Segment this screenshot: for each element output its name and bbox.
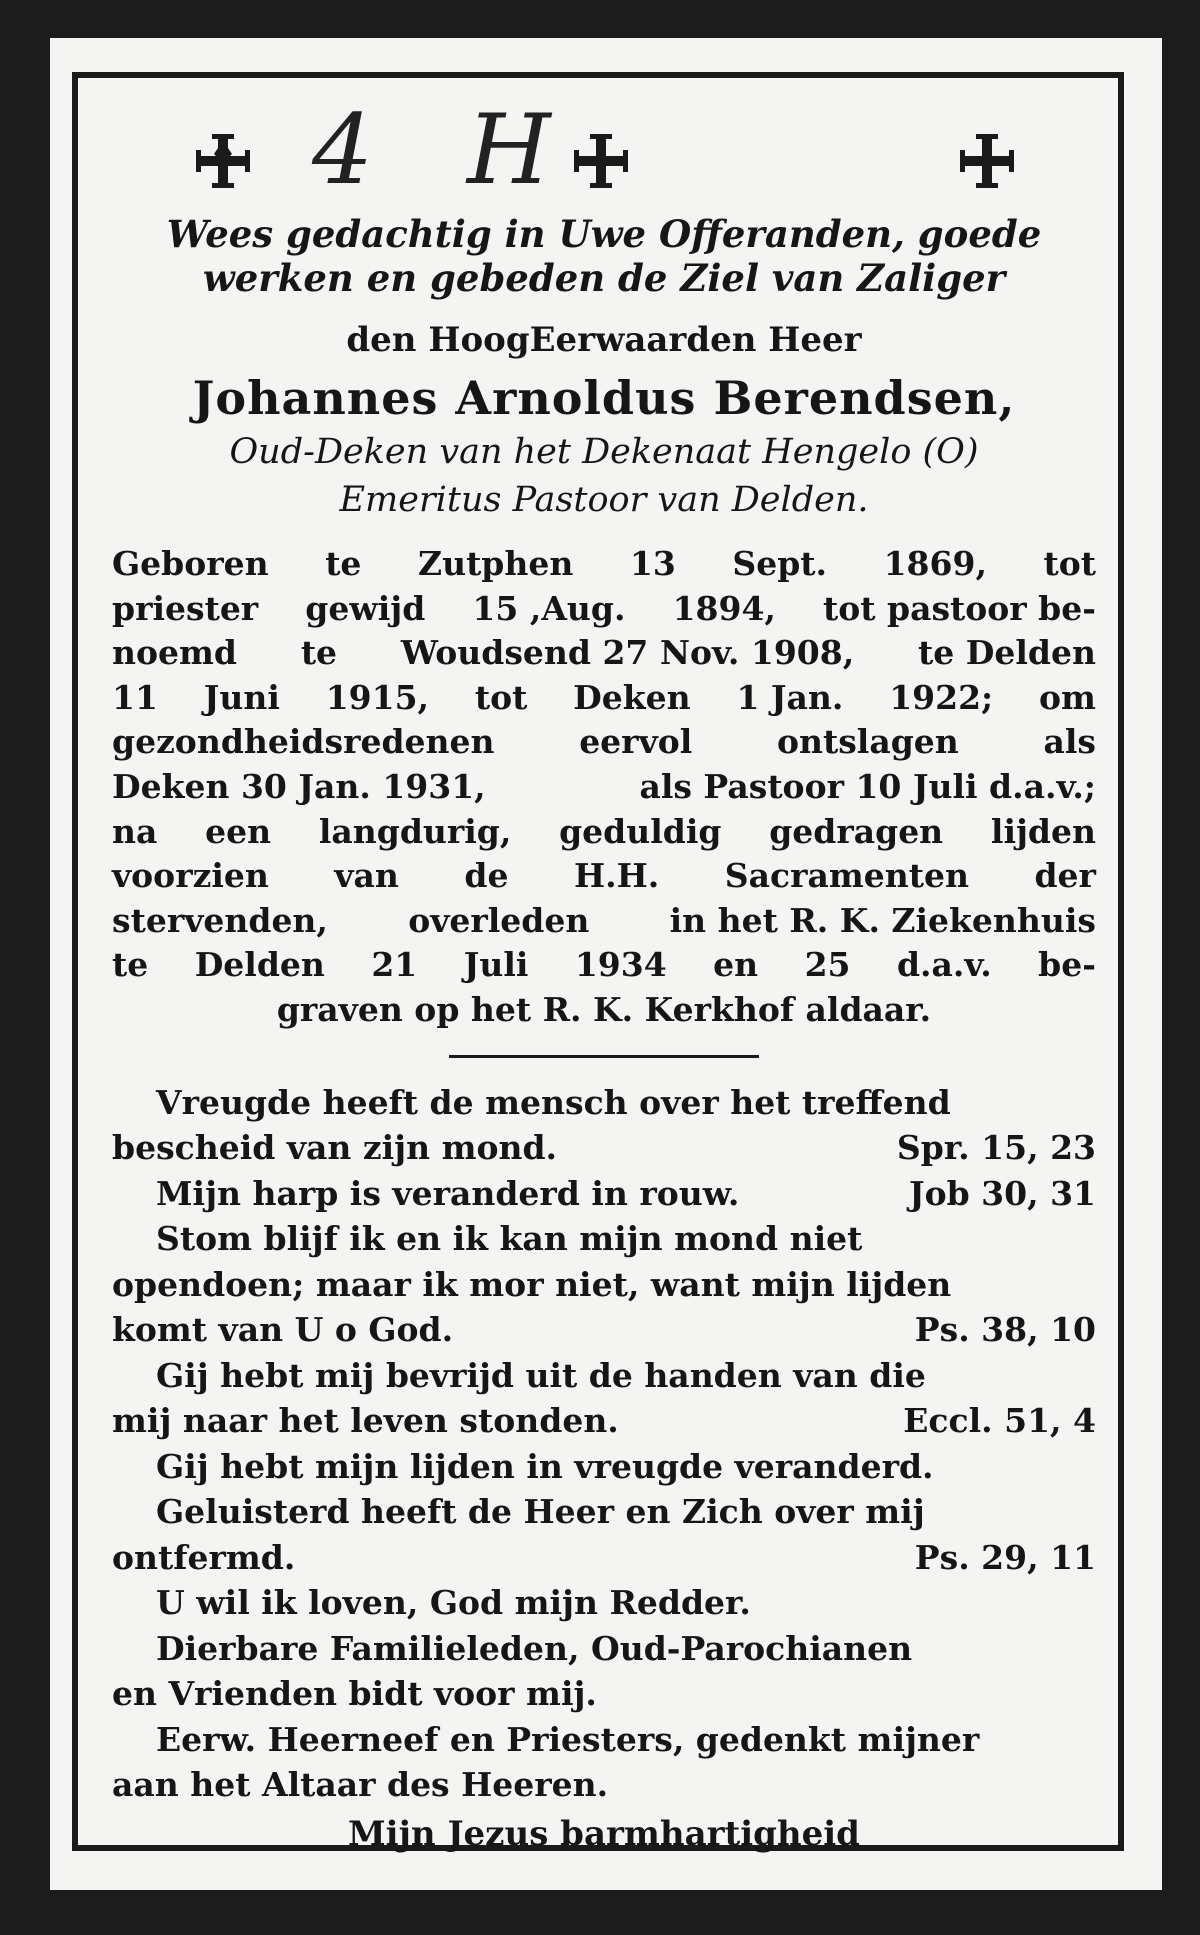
bio-line bbox=[112, 765, 1096, 810]
bio-word: 15 ,Aug. bbox=[472, 588, 626, 628]
bio-word: stervenden, bbox=[112, 900, 328, 940]
verse-line bbox=[112, 1762, 1096, 1808]
verse-line bbox=[112, 1125, 1096, 1171]
biography bbox=[112, 542, 1096, 1033]
bio-line bbox=[112, 542, 1096, 587]
bio-word: de bbox=[464, 856, 509, 896]
bio-word: 1 Jan. bbox=[736, 677, 844, 717]
verse-line bbox=[112, 1489, 1096, 1535]
bio-word: Geboren bbox=[112, 544, 269, 583]
bio-word: van bbox=[334, 856, 399, 896]
section-divider bbox=[449, 1055, 759, 1058]
verse-reference: Eccl. 51, 4 bbox=[903, 1401, 1096, 1441]
bio-line bbox=[112, 720, 1096, 765]
bio-word: 1869, bbox=[883, 544, 987, 583]
bio-word: geduldig bbox=[559, 811, 722, 851]
verse-text: Geluisterd heeft de Heer en Zich over mij bbox=[156, 1492, 925, 1532]
verse-line bbox=[112, 1671, 1096, 1717]
bio-line bbox=[112, 899, 1096, 944]
bio-word: 11 bbox=[112, 677, 158, 717]
bio-word: in het R. K. Ziekenhuis bbox=[669, 900, 1096, 940]
prayer-line-1: Wees gedachtig in Uwe Offeranden, goede bbox=[166, 212, 1042, 256]
bio-word: te bbox=[300, 633, 338, 673]
verse-text: Dierbare Familieleden, Oud-Parochianen bbox=[156, 1628, 913, 1668]
bio-word: 25 bbox=[804, 945, 851, 985]
bio-word: d.a.v. bbox=[896, 945, 992, 985]
bio-word: om bbox=[1039, 677, 1096, 717]
bio-word: 1922; bbox=[889, 677, 994, 717]
verse-line bbox=[112, 1307, 1096, 1353]
verse-reference: Job 30, 31 bbox=[908, 1173, 1096, 1213]
bio-word: der bbox=[1034, 856, 1096, 896]
verse-text: Mijn harp is veranderd in rouw. bbox=[156, 1173, 740, 1213]
verse-line bbox=[112, 1216, 1096, 1262]
bio-word: gedragen bbox=[769, 811, 944, 851]
scripture-verses bbox=[112, 1080, 1096, 1808]
verse-reference: Ps. 29, 11 bbox=[914, 1537, 1096, 1577]
title-line-2: Emeritus Pastoor van Delden. bbox=[339, 480, 869, 520]
bio-word: 21 bbox=[371, 945, 418, 985]
bio-word: noemd bbox=[112, 633, 237, 673]
title-line-1: Oud-Deken van het Dekenaat Hengelo (O) bbox=[229, 432, 979, 472]
bio-word: Deken bbox=[573, 677, 691, 717]
verse-text: U wil ik loven, God mijn Redder. bbox=[156, 1583, 751, 1623]
bio-word: voorzien bbox=[112, 856, 269, 896]
bio-word: ontslagen bbox=[776, 722, 959, 762]
verse-text: mij naar het leven stonden. bbox=[112, 1401, 619, 1441]
bio-word: 1934 bbox=[574, 945, 667, 985]
cross-icon bbox=[956, 130, 1018, 192]
bio-word: Delden bbox=[194, 945, 325, 985]
verse-line bbox=[112, 1080, 1096, 1126]
verse-text: Stom blijf ik en ik kan mijn mond niet bbox=[156, 1219, 863, 1259]
bio-word: Sacramenten bbox=[724, 856, 969, 896]
bio-word: te bbox=[325, 544, 362, 583]
bio-word: eervol bbox=[579, 722, 693, 762]
handwritten-mark-4: 4 bbox=[312, 94, 374, 206]
bio-line bbox=[112, 587, 1096, 632]
bio-word: Zutphen bbox=[417, 544, 574, 583]
bio-word: tot pastoor be- bbox=[823, 588, 1096, 628]
verse-line bbox=[112, 1171, 1096, 1217]
bio-word: 1915, bbox=[325, 677, 430, 717]
verse-line bbox=[112, 1717, 1096, 1763]
verse-text: opendoen; maar ik mor niet, want mijn lijden bbox=[112, 1264, 952, 1304]
honorific: den HoogEerwaarden Heer bbox=[346, 320, 862, 360]
bio-word: lijden bbox=[990, 811, 1096, 851]
bio-word: langdurig, bbox=[318, 811, 512, 851]
header-symbols bbox=[112, 92, 1096, 212]
bio-word: gewijd bbox=[305, 588, 426, 628]
verse-line bbox=[112, 1398, 1096, 1444]
bio-line bbox=[112, 943, 1096, 988]
bio-word: priester bbox=[112, 588, 259, 628]
bio-word: be- bbox=[1038, 945, 1096, 985]
verse-text: Eerw. Heerneef en Priesters, gedenkt mijner bbox=[156, 1719, 980, 1759]
bio-word: als bbox=[1043, 722, 1096, 762]
verse-line bbox=[112, 1535, 1096, 1581]
prayer-line-2: werken en gebeden de Ziel van Zaliger bbox=[202, 256, 1006, 300]
bio-word: tot bbox=[474, 677, 528, 717]
verse-line bbox=[112, 1353, 1096, 1399]
bio-line bbox=[112, 676, 1096, 721]
bio-word: 13 bbox=[629, 544, 676, 583]
verse-text: Gij hebt mij bevrijd uit de handen van die bbox=[156, 1355, 926, 1395]
bio-line bbox=[112, 631, 1096, 676]
bio-word: gezondheidsredenen bbox=[112, 722, 495, 762]
bio-word: na bbox=[112, 811, 158, 851]
verse-text: bescheid van zijn mond. bbox=[112, 1128, 558, 1168]
verse-text: aan het Altaar des Heeren. bbox=[112, 1765, 609, 1805]
verse-text: Gij hebt mijn lijden in vreugde veranderd. bbox=[156, 1446, 934, 1486]
bio-word: te bbox=[112, 945, 149, 985]
verse-reference: Ps. 38, 10 bbox=[914, 1310, 1096, 1350]
verse-line bbox=[112, 1262, 1096, 1308]
card-paper bbox=[50, 38, 1162, 1890]
cross-icon bbox=[192, 130, 254, 192]
verse-text: komt van U o God. bbox=[112, 1310, 454, 1350]
bio-word: tot bbox=[1043, 544, 1096, 583]
bio-line bbox=[112, 988, 1096, 1033]
bio-word: en bbox=[713, 945, 759, 985]
verse-reference: Spr. 15, 23 bbox=[896, 1128, 1096, 1168]
bio-word: 1894, bbox=[672, 588, 776, 628]
bio-word: graven op het R. K. Kerkhof aldaar. bbox=[276, 989, 932, 1029]
bio-word: Deken 30 Jan. 1931, bbox=[112, 766, 486, 806]
deceased-name: Johannes Arnoldus Berendsen, bbox=[192, 371, 1016, 425]
bio-word: Sept. bbox=[732, 544, 828, 583]
verse-text: ontfermd. bbox=[112, 1537, 296, 1577]
bio-word: een bbox=[205, 811, 272, 851]
verse-line bbox=[112, 1626, 1096, 1672]
bio-word: H.H. bbox=[573, 856, 660, 896]
verse-line bbox=[112, 1444, 1096, 1490]
bio-line bbox=[112, 810, 1096, 855]
cross-icon bbox=[570, 130, 632, 192]
handwritten-mark-h: H bbox=[467, 94, 551, 206]
verse-text: en Vrienden bidt voor mij. bbox=[112, 1674, 597, 1714]
closing-invocation: Mijn Jezus barmhartigheid bbox=[348, 1813, 860, 1854]
bio-word: Juli bbox=[463, 945, 529, 985]
bio-word: overleden bbox=[408, 900, 590, 940]
bio-word: Juni bbox=[203, 677, 280, 717]
bio-word: Woudsend 27 Nov. 1908, bbox=[400, 633, 855, 673]
bio-word: te Delden bbox=[918, 633, 1096, 673]
verse-line bbox=[112, 1580, 1096, 1626]
card-content bbox=[112, 92, 1096, 1858]
bio-line bbox=[112, 854, 1096, 899]
verse-text: Vreugde heeft de mensch over het treffend bbox=[156, 1082, 951, 1122]
bio-word: als Pastoor 10 Juli d.a.v.; bbox=[639, 766, 1096, 806]
